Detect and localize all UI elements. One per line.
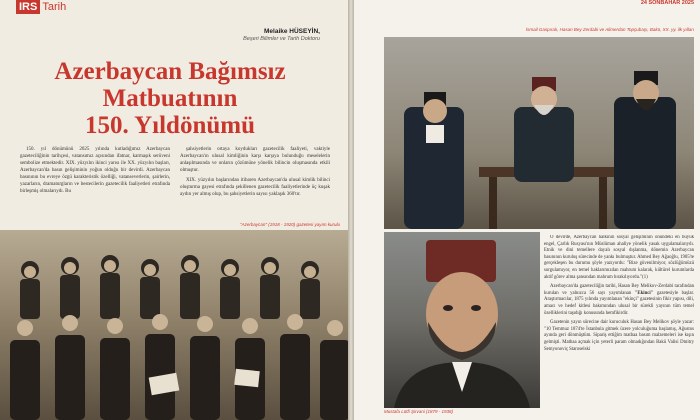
portrait-figure <box>384 232 540 408</box>
brand-logo: IRS <box>16 0 40 14</box>
author-role: Beşeri Bilimler ve Tarih Doktoru <box>243 36 320 42</box>
right-page <box>354 0 700 420</box>
title-line-1: Azerbaycan Bağımsız <box>54 58 286 85</box>
magazine-brand <box>16 0 66 14</box>
body-column-2 <box>180 146 330 228</box>
article-body <box>20 146 330 228</box>
right-article-body <box>544 235 694 420</box>
body-paragraph: 150. yıl dönümünü 2025 yılında kutladığımız Azerbaycan gazeteciliğinin tarihçesi, vatansımız açısından ifatnar, karmaşık serüveni sembolize etmektedir. XIX. yüzyılın ikinci yarısı ile XX. yüzyılın başları, Azerbaycan'da basın gelişiminin yoğun olduğu bir devirdi. Azerbaycan basınının bu evreye özgü karakteristik özelliği, vatanseverlerin, şairlerin, yazarların, dramaturgların ve bestecilerin gazetecilik faaliyetleri etrafında birleşmiş olmalarıydı. Bu <box>20 147 170 194</box>
group-photo-caption: "Azerbaycan" (1918 - 1920) gazetesi yayım kurulu <box>240 222 340 227</box>
portrait-photo <box>384 232 540 408</box>
trio-photo-caption: İsmail Gaspıralı, Hasan Bey Zerdabi ve Alimerdan Topçubaşı, Bakü, XX. yy. ilk yılları <box>525 27 694 32</box>
body-column-1 <box>20 146 170 228</box>
article-title <box>20 58 320 139</box>
portrait-photo-caption: Mustafa Lütfi Şirvani (1879 - 1938) <box>384 409 454 414</box>
body-paragraph: Gazetenin yayın sürecine dair kuruculuk Hasan Bey Melikov şöyle yazar: "10 Temmuz 1874'te İstanbula gitmek üzere yolculuğuma başlamış, Ağustos ayında geri dönmüştüm. Sipariş ettiğim matbaa basım malzemeleri ise kışın gelmişti. Matbaa açmak için yeterli param olmadığından Bakü Valisi Dmitry Semyonoviç Staroselski <box>544 320 694 352</box>
emphasis-word-inline: "Ekinci" <box>634 290 654 296</box>
author-name: Melaike HÜSEYİN, <box>264 28 320 35</box>
body-paragraph: Azerbaycan'da gazeteciliğin tarihi, Hasan Bey Melikov-Zerdabi tarafından kurulan ve yalnızca 56 sayı yayımlanan "Ekinci" gazetesiyle başlar. Araştırmacılar, 1875 yılında yayımlanan "ekinçi" gazetesinin fikir yapısı, dili, amacı ve hedef kitlesi bakımından ulusal bir sürekli yayının tüm temel özelliklerini taşıdığı konusunda hemfikirdir. <box>544 284 694 316</box>
body-paragraph: şahsiyetlerin ortaya koydukları gazetecilik faaliyeti, vaktiyle Azerbaycan'ın ulusal kimliğinin karşı karşıya bulunduğu meselelerin anlaşılmasında ve onların çözümüne yönelik bilincin oluşmasında etkili olmuştur. <box>180 147 330 173</box>
issue-date: 24 SONBAHAR 2025 <box>640 0 694 6</box>
title-line-3: 150. Yıldönümü <box>85 112 255 139</box>
trio-photo <box>384 37 694 229</box>
body-paragraph: XIX. yüzyılın başlarından itibaren Azerbaycan'da ulusal kimlik bilinci oluşturma gayesi etrafında şekillenen gazetecilik faaliyetlerinde üç kuşak aydın yer almış olup, bu şahsiyetlerin sayısı yaklaşık 360'tır. <box>180 178 330 197</box>
author-block <box>243 28 320 42</box>
trio-photo-figures <box>384 37 694 229</box>
body-paragraph: O devirde, Azerbaycan halkının sosyal gelişiminin önündeki en büyük engel, Çarlık Rusyası'nın Müslüman ahaliye yönelik yasak uygulamalarıydı. Etnik ve dini temellere dayalı sosyal dışlanma, dönemin Azerbaycan basınının kuruluş sürecinde de yankı bulmuştur. Ahmed Bey Ağaoğlu, 1905'te gerçekleşen bu durumu şöyle yazıyordu: "Bize güvenilmiyor, sözlüğümüzü sorgulamıyor, en temel haklarımızdan mahrum kalarak, kültürel kurumlarda aktif görev alma şansından mahrum bırakılıyordu."(1) <box>544 235 694 280</box>
group-photo-figures <box>0 230 350 420</box>
group-photo <box>0 230 350 420</box>
title-line-2: Matbuatının <box>102 85 238 112</box>
brand-section: Tarih <box>42 1 67 13</box>
